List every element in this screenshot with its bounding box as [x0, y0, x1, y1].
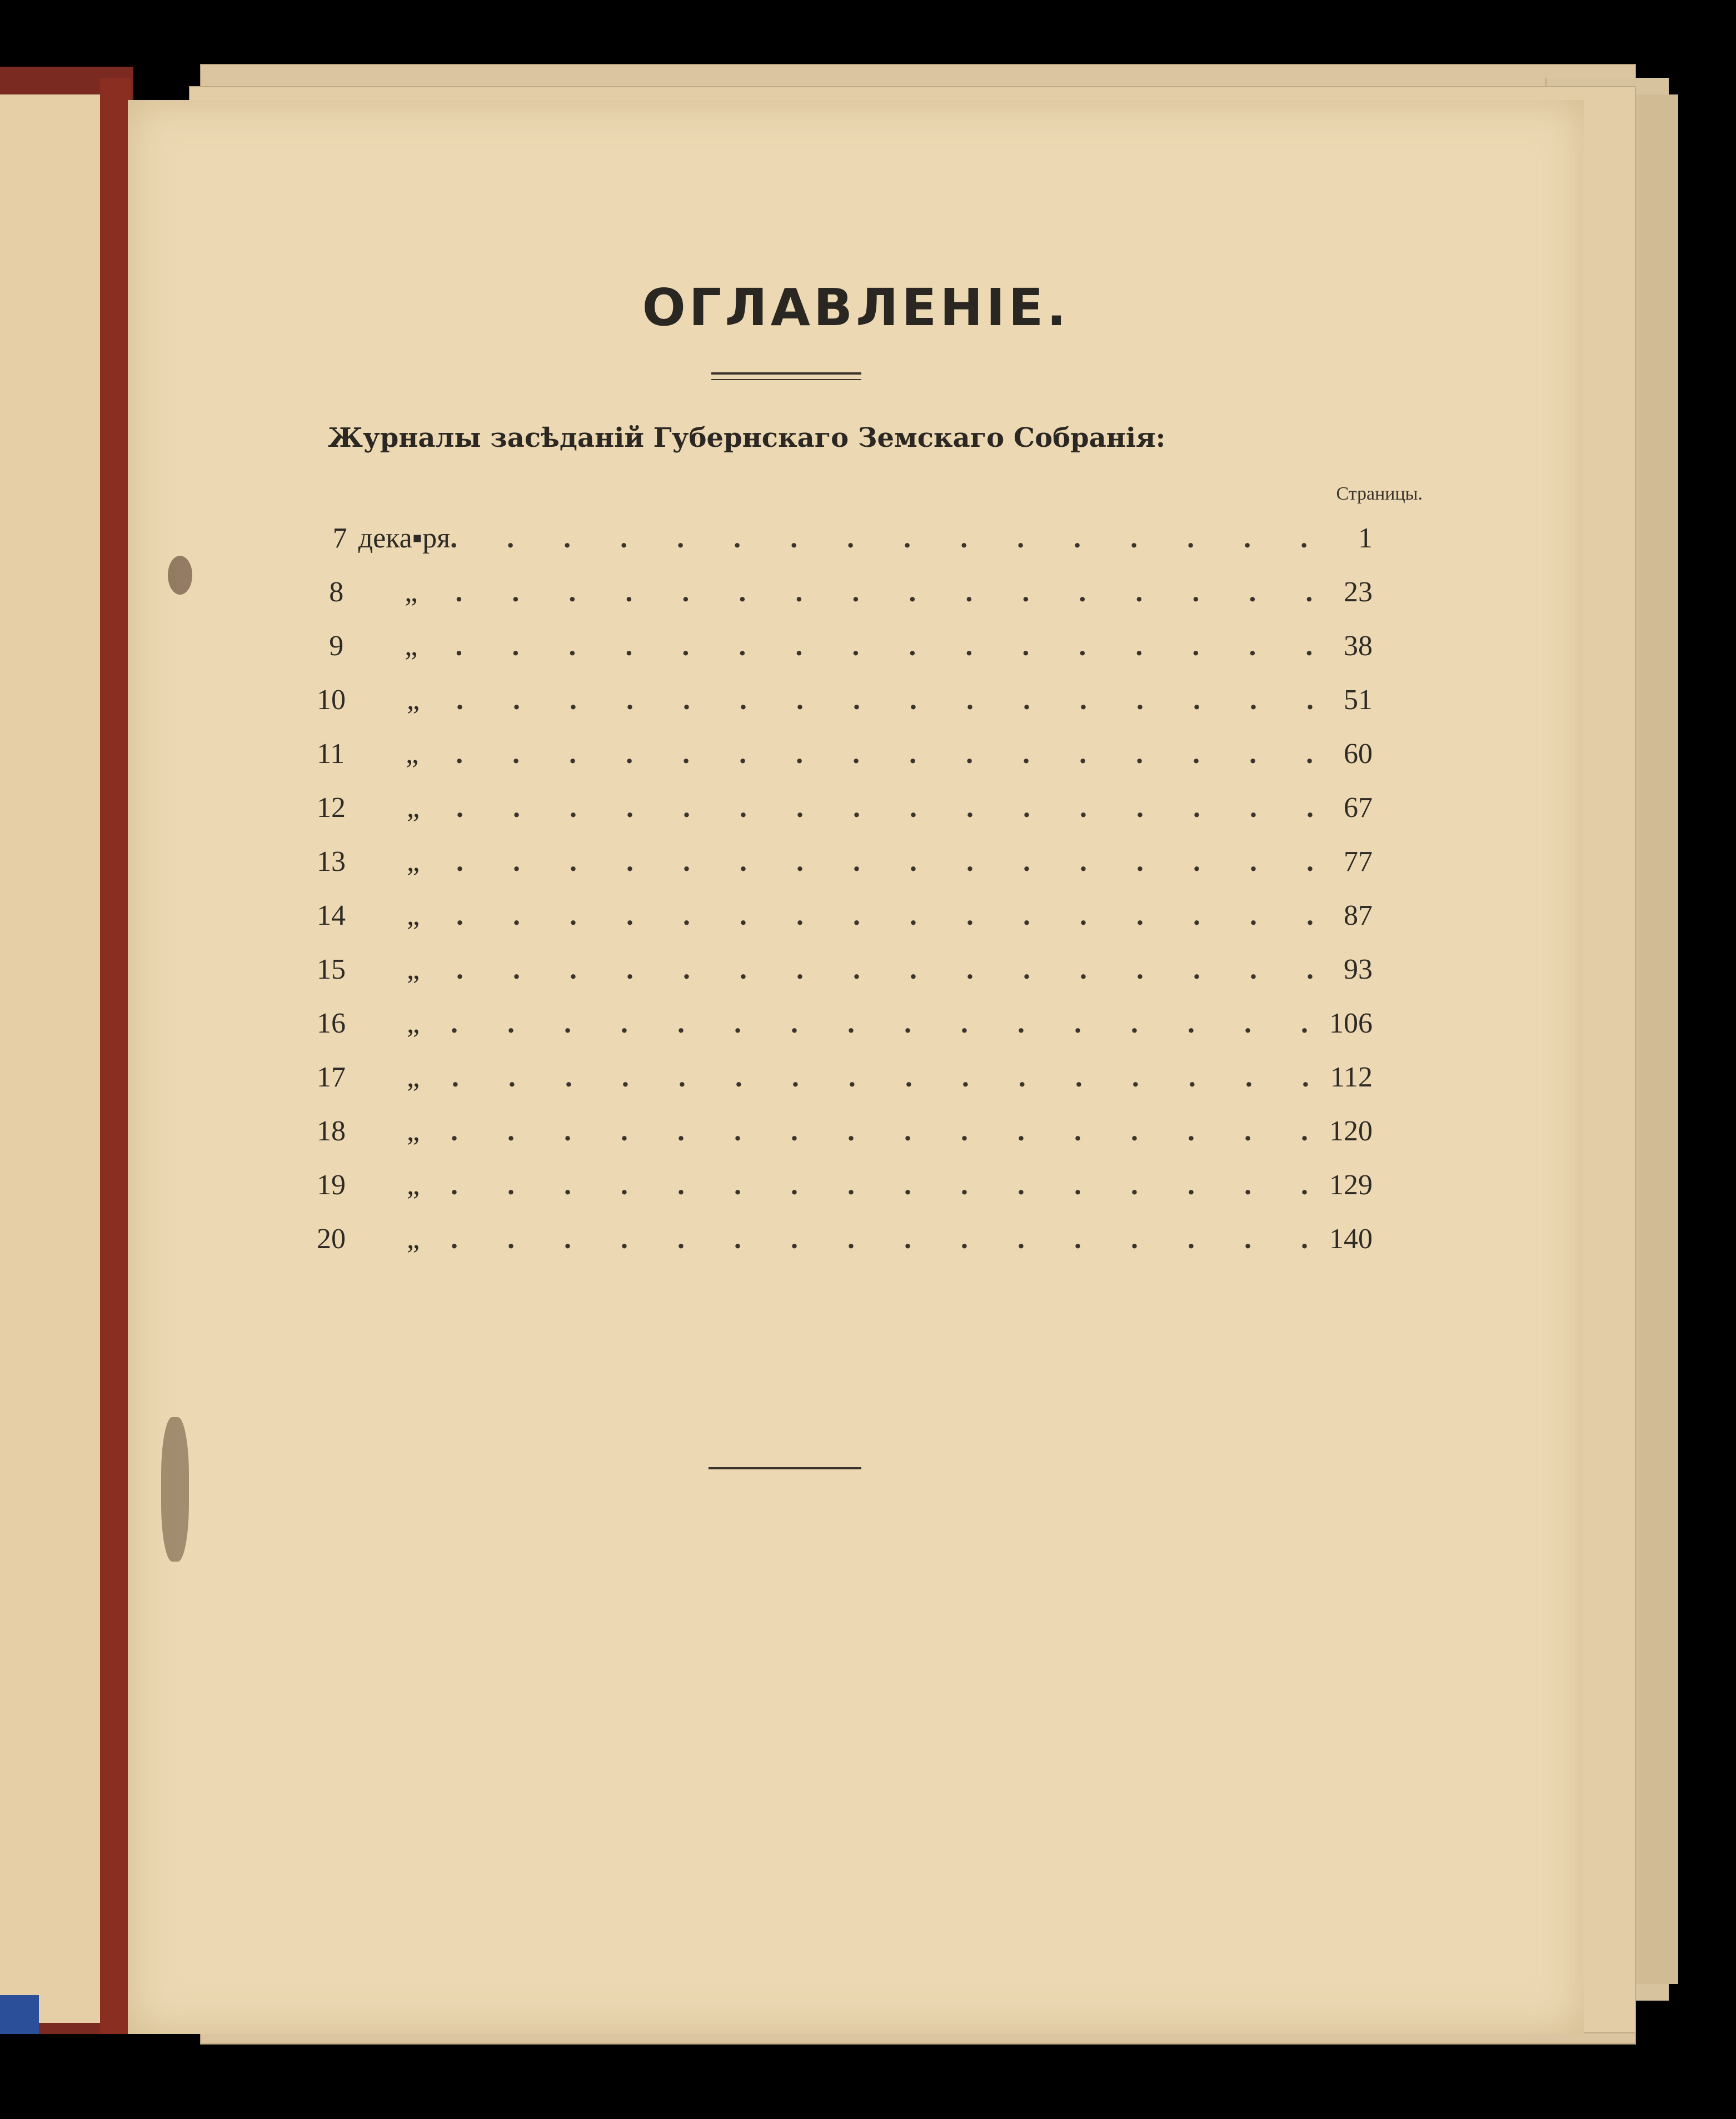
toc-month: „ — [407, 1223, 420, 1255]
toc-dot-leader: . . . . . . . . . . . . . . . . — [451, 1169, 1329, 1201]
toc-dot-leader: . . . . . . . . . . . . . . . . — [456, 738, 1335, 770]
toc-day: 8 — [329, 576, 344, 608]
toc-page-number: 23 — [1344, 576, 1373, 608]
toc-page-number: 77 — [1344, 846, 1373, 877]
toc-dot-leader: . . . . . . . . . . . . . . . . — [451, 1061, 1330, 1093]
toc-day: 14 — [317, 900, 346, 931]
toc-month: „ — [407, 1061, 420, 1093]
toc-dot-leader: . . . . . . . . . . . . . . . . — [455, 576, 1334, 608]
toc-page-number: 129 — [1329, 1169, 1373, 1201]
toc-day: 9 — [329, 630, 344, 662]
toc-day: 18 — [317, 1115, 346, 1147]
toc-row — [317, 511, 1373, 565]
toc-row — [317, 996, 1373, 1050]
toc-page-number: 112 — [1330, 1061, 1373, 1093]
toc-row — [317, 889, 1373, 943]
toc-month: „ — [407, 900, 420, 931]
toc-page-number: 93 — [1344, 954, 1373, 985]
toc-month: „ — [407, 684, 420, 716]
toc-month: „ — [405, 576, 418, 608]
toc-dot-leader: . . . . . . . . . . . . . . . . — [456, 954, 1335, 985]
toc-month: „ — [407, 954, 420, 985]
toc-month: „ — [407, 1169, 420, 1201]
toc-month: „ — [405, 630, 418, 662]
table-of-contents — [317, 511, 1373, 1266]
toc-dot-leader: . . . . . . . . . . . . . . . . — [456, 684, 1335, 716]
toc-day: 17 — [317, 1061, 346, 1093]
toc-row — [317, 781, 1373, 835]
bottom-divider — [709, 1467, 861, 1469]
toc-page-number: 67 — [1344, 792, 1373, 824]
toc-row — [317, 1104, 1373, 1158]
title-divider-second — [711, 379, 861, 380]
page-title: ОГЛАВЛЕНІЕ. — [642, 278, 1070, 337]
toc-day: 20 — [317, 1223, 346, 1255]
document-page — [128, 100, 1584, 2034]
toc-day: 12 — [317, 792, 346, 824]
toc-month: „ — [406, 738, 419, 770]
page-stain — [168, 556, 192, 595]
page-stain-lower — [161, 1417, 189, 1562]
toc-month: „ — [407, 1115, 420, 1147]
binding-corner — [0, 1995, 39, 2034]
toc-row — [317, 673, 1373, 727]
previous-page-edge — [0, 94, 100, 2023]
toc-dot-leader: . . . . . . . . . . . . . . . . — [451, 1223, 1329, 1255]
toc-page-number: 60 — [1344, 738, 1373, 770]
toc-month: дека▪ря — [358, 522, 451, 554]
toc-day: 16 — [317, 1008, 346, 1039]
toc-page-number: 38 — [1344, 630, 1373, 662]
toc-page-number: 1 — [1358, 522, 1373, 554]
book-spine — [100, 78, 131, 2034]
toc-row — [317, 727, 1373, 781]
toc-day: 7 — [332, 522, 347, 554]
toc-row — [317, 1158, 1373, 1212]
toc-dot-leader: . . . . . . . . . . . . . . . . — [456, 792, 1335, 824]
toc-row — [317, 1212, 1373, 1266]
toc-dot-leader: . . . . . . . . . . . . . . . . — [455, 630, 1334, 662]
toc-day: 19 — [317, 1169, 346, 1201]
toc-page-number: 51 — [1344, 684, 1373, 716]
toc-month: „ — [407, 846, 420, 877]
toc-day: 10 — [317, 684, 346, 716]
toc-row — [317, 565, 1373, 619]
toc-page-number: 106 — [1329, 1008, 1373, 1039]
section-heading: Журналы засѣданій Губернскаго Земскаго Собранія: — [328, 422, 1166, 453]
toc-page-number: 140 — [1329, 1223, 1373, 1255]
toc-page-number: 87 — [1344, 900, 1373, 931]
toc-month: „ — [407, 1008, 420, 1039]
toc-dot-leader: . . . . . . . . . . . . . . . . — [456, 900, 1335, 931]
toc-row — [317, 943, 1373, 996]
toc-row — [317, 619, 1373, 673]
toc-dot-leader: . . . . . . . . . . . . . . . . — [451, 1115, 1329, 1147]
toc-row — [317, 1050, 1373, 1104]
toc-dot-leader: . . . . . . . . . . . . . . . . — [450, 522, 1329, 554]
toc-row — [317, 835, 1373, 889]
toc-page-number: 120 — [1329, 1115, 1373, 1147]
title-divider — [711, 372, 861, 375]
toc-day: 13 — [317, 846, 346, 877]
pages-column-label: Страницы. — [1336, 483, 1423, 504]
toc-dot-leader: . . . . . . . . . . . . . . . . — [456, 846, 1335, 877]
toc-month: „ — [407, 792, 420, 824]
toc-day: 15 — [317, 954, 346, 985]
toc-day: 11 — [317, 738, 345, 770]
toc-dot-leader: . . . . . . . . . . . . . . . . — [451, 1008, 1329, 1039]
